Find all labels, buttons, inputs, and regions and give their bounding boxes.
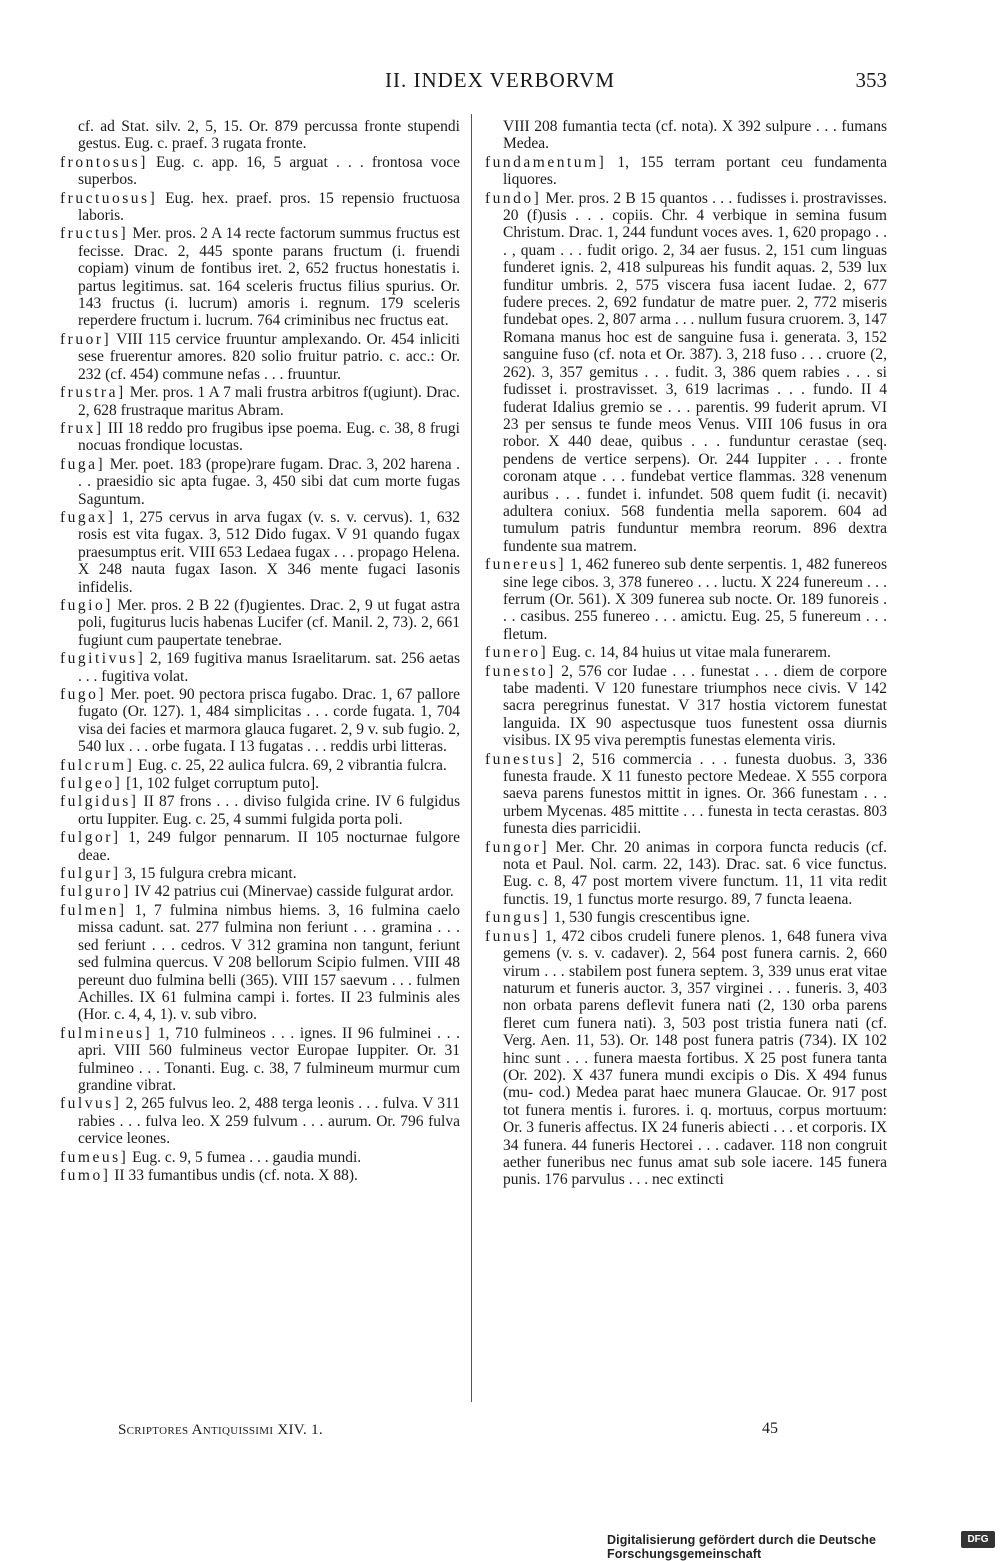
entry-text: 1, 249 fulgor pennarum. II 105 nocturnae fulgore deae.: [78, 829, 460, 864]
index-entry: [60, 757, 460, 774]
entry-lemma: funereus]: [485, 556, 567, 574]
entry-text: Eug. c. 14, 84 huius ut vitae mala funerarem.: [548, 644, 831, 662]
index-entry: [60, 509, 460, 596]
entry-text: 1, 530 fungis crescentibus igne.: [549, 909, 751, 927]
entry-text: VIII 208 fumantia tecta (cf. nota). X 392 sulpure . . . fumans Medea.: [503, 118, 887, 153]
entry-text: Mer. poet. 183 (prope)rare fugam. Drac. 3, 202 harena . . . praesidio sic apta fugae. 3, 450 sibi dat cum morte fugas Saguntum.: [78, 455, 460, 508]
entry-lemma: fundamentum]: [485, 153, 607, 171]
index-entry: [485, 751, 887, 838]
index-entry: [485, 556, 887, 643]
entry-lemma: fulvus]: [60, 1095, 122, 1113]
entry-lemma: fugo]: [60, 686, 107, 703]
entry-lemma: fundo]: [485, 189, 542, 207]
column-divider: [471, 114, 472, 1402]
entry-lemma: fugax]: [60, 508, 116, 526]
index-entry: [60, 902, 460, 1024]
entry-lemma: fulgor]: [60, 829, 121, 847]
index-entry: [60, 456, 460, 508]
entry-text: II 87 frons . . . diviso fulgida crine. IV 6 fulgidus ortu Iuppiter. Eug. c. 25, 4 summi fulgida porta poli.: [78, 793, 460, 828]
entry-text: 2, 265 fulvus leo. 2, 488 terga leonis . . . fulva. V 311 rabies . . . fulva leo. X 259 fulvum . . . aurum. Or. 796 fulva cervice leones.: [78, 1095, 460, 1148]
entry-text: 1, 275 cervus in arva fugax (v. s. v. cervus). 1, 632 rosis est vita fugax. 3, 512 Dido fugax. V 91 quando fugax praesumptus erit. VIII 653 Ledaea fugax . . . propago Helena. X 248 nauta fugax Iason. X 346 mente fugaci Iasonis infidelis.: [78, 508, 460, 596]
index-entry: [60, 1095, 460, 1147]
entry-text: 2, 576 cor Iudae . . . funestat . . . diem de corpore tabe madenti. V 120 funestare triumphos nece civis. V 142 sacra peregrinus funestat. V 317 hostia victorem funestat languida. IX 90 aspectusque tuos funestent ossa diurnis visibus. IX 95 viva peremptis funestas elementa viris.: [503, 662, 887, 750]
entry-text: Mer. pros. 2 B 22 (f)ugientes. Drac. 2, 9 ut fugat astra poli, fugiturus lucis habenas Lucifer (cf. Manil. 2, 73). 2, 661 fugiunt cum paupertate tenebrae.: [78, 596, 460, 649]
page-title: II. INDEX VERBORVM: [384, 68, 615, 92]
index-entry: [60, 225, 460, 329]
index-entry: [485, 909, 887, 926]
entry-text: IV 42 patrius cui (Minervae) casside fulgurat ardor.: [130, 883, 454, 901]
entry-text: 1, 155 terram portant ceu fundamenta liquores.: [503, 153, 887, 189]
signature-mark: 45: [762, 1420, 778, 1437]
index-entry: [60, 686, 460, 756]
entry-text: cf. ad Stat. silv. 2, 5, 15. Or. 879 percussa fronte stupendi gestus. Eug. c. praef. 3 rugata fronte.: [78, 118, 460, 153]
entry-lemma: fungor]: [485, 838, 549, 856]
entry-lemma: fulmen]: [60, 901, 127, 919]
entry-lemma: funus]: [485, 927, 540, 945]
index-entry: [60, 650, 460, 685]
entry-text: Mer. Chr. 20 animas in corpora functa reducis (cf. nota et Paul. Nol. carm. 22, 143). Drac. sat. 6 vice functus. Eug. c. 8, 47 post mortem vivere functum. 11, 11 vita redit functis. 19, 1 functus morte resurgo. 89, 7 functa leaena.: [503, 838, 887, 908]
entry-text: 2, 169 fugitiva manus Israelitarum. sat. 256 aetas . . . fugitiva volat.: [78, 650, 460, 685]
entry-text: Eug. hex. praef. pros. 15 repensio fructuosa laboris.: [78, 189, 460, 225]
index-entry: [60, 597, 460, 649]
entry-lemma: fulguro]: [60, 883, 131, 901]
entry-lemma: fumeus]: [60, 1148, 129, 1166]
running-header: [0, 68, 1000, 98]
entry-lemma: fungus]: [485, 909, 550, 927]
digitization-note: Digitalisierung gefördert durch die Deutsche Forschungsgemeinschaft: [607, 1533, 877, 1561]
index-entry: [60, 1167, 460, 1184]
entry-text: 1, 462 funereo sub dente serpentis. 1, 482 funereos sine lege cibos. 3, 378 funereo . . . luctu. X 224 funereum . . . ferrum (Or. 561). X 309 funerea sub nocte. Or. 189 funoreis . . . casibus. 255 funereo . . . amictu. Eug. 25, 5 funereum . . . fletum.: [503, 556, 887, 643]
entry-text: [1, 102 fulget corruptum puto].: [122, 775, 319, 793]
entry-lemma: fugitivus]: [60, 650, 146, 668]
entry-lemma: funestus]: [485, 750, 565, 768]
entry-text: Mer. pros. 1 A 7 mali frustra arbitros f(ugiunt). Drac. 2, 628 frustraque maritus Abram.: [78, 384, 460, 419]
entry-text: VIII 115 cervice fruuntur amplexando. Or. 454 inliciti sese fruerentur amores. 820 solio fruitur patrio. c. acc.: Or. 232 (cf. 454) commune nefas . . . fruuntur.: [78, 330, 460, 383]
entry-text: 1, 710 fulmineos . . . ignes. II 96 fulminei . . . apri. VIII 560 fulmineus vector Europae Iuppiter. Or. 31 fulmineo . . . Tonanti. Eug. c. 38, 7 fulmineum murmur cum grandine vibrat.: [78, 1024, 460, 1094]
index-entry: [60, 331, 460, 383]
entry-text: Eug. c. app. 16, 5 arguat . . . frontosa voce superbos.: [78, 153, 460, 189]
index-entry: [60, 118, 460, 153]
entry-text: Eug. c. 9, 5 fumea . . . gaudia mundi.: [128, 1148, 362, 1166]
entry-text: 2, 516 commercia . . . funesta duobus. 3, 336 funesta fraude. X 11 funesto pectore Medeae. X 555 corpora saeva parens funestos mittit in ignes. Or. 366 funestam . . . urbem Mycenas. 485 mittite . . . funesta in tecta cerastas. 803 funesta dies parricidii.: [503, 750, 887, 838]
entry-text: 1, 7 fulmina nimbus hiems. 3, 16 fulmina caelo missa cadunt. sat. 277 fulmina non feriunt . . . gramina . . . sed feriunt . . . cedros. V 312 gramina non tangunt, feriunt sed fulmina quercus. V 208 bellorum Scipio fulmen. VIII 48 pereunt duo fulmina belli (365). VIII 157 saevum . . . fulmen Achilles. IX 61 fulmina campi i. fortes. II 23 fulminis ales (Hor. c. 4, 4, 1). v. sub vibro.: [78, 901, 460, 1024]
index-entry: [60, 1025, 460, 1095]
index-entry: [60, 420, 460, 455]
entry-text: II 33 fumantibus undis (cf. nota. X 88).: [110, 1166, 358, 1184]
index-entry: [485, 154, 887, 189]
index-entry: [60, 793, 460, 828]
entry-lemma: frux]: [60, 419, 104, 437]
entry-lemma: fuga]: [60, 455, 106, 473]
entry-text: Eug. c. 25, 22 aulica fulcra. 69, 2 vibrantia fulcra.: [134, 756, 447, 774]
index-entry: [60, 154, 460, 189]
index-entry: [485, 118, 887, 153]
index-entry: [485, 928, 887, 1189]
entry-lemma: fruor]: [60, 330, 112, 348]
index-entry: [485, 839, 887, 909]
entry-lemma: fructuosus]: [60, 189, 158, 207]
entry-text: 3, 15 fulgura crebra micant.: [120, 865, 297, 883]
index-entry: [60, 190, 460, 225]
entry-lemma: fulgur]: [60, 865, 121, 883]
index-entry: [485, 663, 887, 750]
index-entry: [60, 775, 460, 792]
entry-text: III 18 reddo pro frugibus ipse poema. Eug. c. 38, 8 frugi nocuas frondique locustas.: [78, 419, 460, 455]
index-entry: [485, 190, 887, 556]
dfg-logo: DFG: [961, 1531, 995, 1548]
index-entry: [60, 865, 460, 882]
entry-text: Mer. poet. 90 pectora prisca fugabo. Drac. 1, 67 pallore fugato (Or. 127). 1, 484 simplicitas . . . corde fugata. 1, 704 visa dei facies et marmora glauca fugaret. 2, 9 v. sub fugio. 2, 540 lux . . . orbe fugata. I 13 fugatas . . . reddis urbi litteras.: [78, 686, 460, 756]
entry-lemma: fulmineus]: [60, 1024, 153, 1042]
entry-text: Mer. pros. 2 B 15 quantos . . . fudisses i. prostravisses. 20 (f)usis . . . copiis. Chr. 4 verbique in semina fusum Christum. Drac. 1, 244 fundunt voces aves. 1, 620 propago . . . , quam . . . fudit origo. 2, 34 aer fusus. 2, 151 cum linguas funderet ignis. 2, 418 sulpureas his fundit aquas. 2, 539 lux funditur umbris. 2, 575 viscera fusa iacent Iudae. 2, 677 fudere preces. 2, 692 fundatur de matre puer. 2, 772 miseris fundebat opes. 2, 807 arma . . . nullum fusura cruorem. 3, 147 Romana manus hoc est de sanguine fusa i. generata. 3, 152 sanguine fuso (cf. nota et Or. 387). 3, 218 fuso . . . cruore (2, 262). 3, 357 gemitus . . . fudit. 3, 386 quem rabies . . . si fudisset i. prostravisset. 3, 619 lacrimas . . . fundo. II 4 fuderat Idalius gremio se . . . parentis. 99 fuderit aprum. VI 23 per sensus te funde meos Venus. VIII 106 fusus in ora robor. X 440 deae, quibus . . . funduntur cerastae (seq. pendens de vertice serpens). Or. 244 Iuppiter . . . fronte coronam atque . . . fundebat vertice flammas. 328 venenum auribus . . . fundet i. infundet. 508 quem fudit (i. necavit) adultera coniux. 568 fundentia mella saporem. 604 ad tumulum patris funduntur membra reorum. 896 dextra fundente sua matrem.: [503, 189, 887, 555]
right-column: [485, 118, 887, 1190]
entry-lemma: funesto]: [485, 662, 556, 680]
entry-lemma: funero]: [485, 644, 549, 662]
entry-lemma: fugio]: [60, 596, 113, 614]
index-entry: [60, 1149, 460, 1166]
entry-lemma: fulgidus]: [60, 793, 139, 811]
entry-text: 1, 472 cibos crudeli funere plenos. 1, 648 funera viva gemens (v. s. v. cadaver). 2, 564 post funera carnis. 2, 660 virum . . . stabilem post funera septem. 3, 339 unus erat vitae naturum et funeris auctor. 3, 357 virginei . . . funeris. 3, 403 non orbata parens deflevit funera nati (2, 130 orba parens fleret cum funera nati). 3, 503 post tristia funera nati (cf. Verg. Aen. 11, 53). Or. 148 post funera patris (734). IX 102 hinc sunt . . . funera maesta fortibus. X 25 post funera tanta (Or. 202). X 437 funera mundi excipis o Dis. X 494 funus (mu- cod.) Medea parat haec munera Glaucae. Or. 917 post tot funera mentis i. furores. i. q. mortuus, corpus mortuum: Or. 3 funeris affectus. IX 24 funeris abiecti . . . et corporis. IX 34 funera. 44 funeris Hectorei . . . cadaver. 118 non congruit aether funeribus nec funus amat sub sole iacere. 145 funera punis. 176 parvulus . . . nec extincti: [503, 927, 887, 1189]
entry-lemma: fructus]: [60, 225, 129, 243]
index-entry: [60, 883, 460, 900]
entry-lemma: frustra]: [60, 384, 126, 402]
entry-lemma: fulgeo]: [60, 775, 123, 793]
left-column: [60, 118, 460, 1185]
series-footer: Scriptores Antiquissimi XIV. 1.: [118, 1422, 323, 1438]
entry-text: Mer. pros. 2 A 14 recte factorum summus fructus est fecisse. Drac. 2, 445 sponte parans fructum (i. fruendi copiam) vinum de fontibus iret. 2, 652 fructus honestatis i. partus legitimus. sat. 164 sceleris fructus filius spurius. Or. 143 fructus (i. lucrum) amoris i. regnum. 179 sceleris reperdere fructum i. lucrum. 764 criminibus nec fructus eat.: [78, 225, 460, 330]
index-entry: [60, 829, 460, 864]
entry-lemma: fulcrum]: [60, 756, 135, 774]
index-entry: [60, 384, 460, 419]
entry-lemma: frontosus]: [60, 153, 148, 171]
page-number: 353: [855, 68, 887, 92]
entry-lemma: fumo]: [60, 1166, 111, 1184]
index-entry: [485, 644, 887, 661]
